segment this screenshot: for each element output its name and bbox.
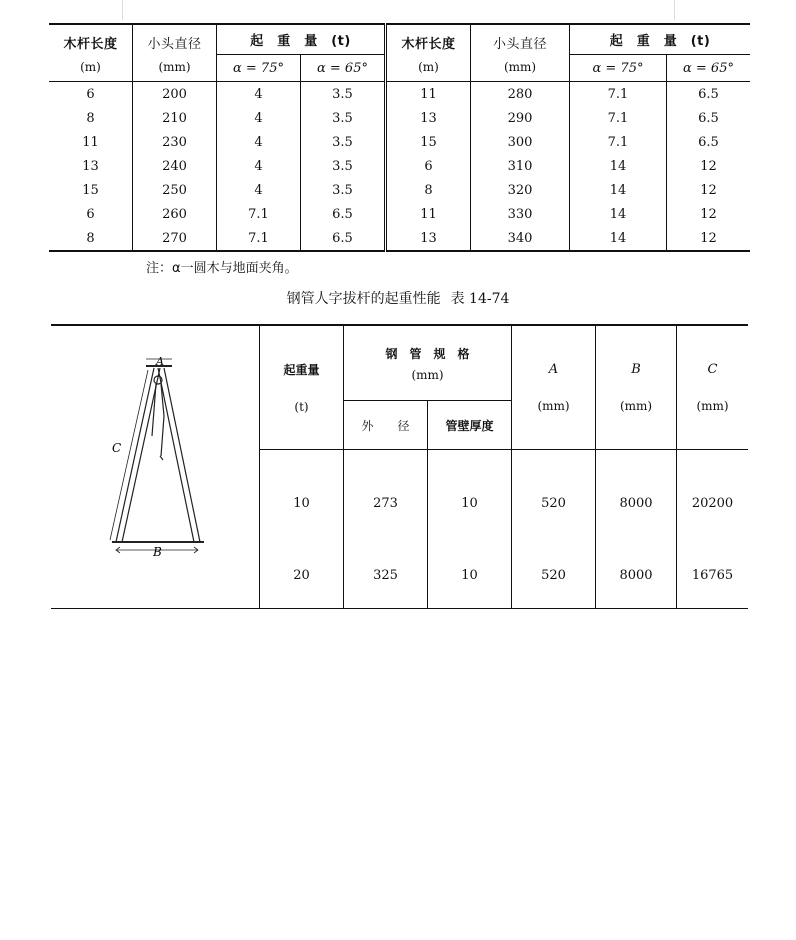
table-cell: 13	[386, 106, 471, 130]
table-cell: 6.5	[301, 226, 386, 251]
table-cell: 12	[667, 178, 751, 202]
table-cell: 12	[667, 154, 751, 178]
table-row: 10 273 10 520 8000 20200	[51, 450, 748, 543]
table-cell: 3.5	[301, 106, 386, 130]
figure-label-b: B	[153, 545, 162, 556]
table-cell: 4	[217, 106, 301, 130]
table-cell: 14	[570, 202, 667, 226]
table-cell: 230	[133, 130, 217, 154]
header-tip-diameter: 小头直径 (mm)	[133, 24, 217, 82]
table-cell: 15	[386, 130, 471, 154]
table-cell: 300	[471, 130, 570, 154]
header-alpha-75-right: α = 75°	[570, 55, 667, 82]
header-wall-thickness: 管壁厚度	[428, 401, 512, 450]
figure-label-a: A	[156, 356, 164, 368]
table-cell: 11	[386, 202, 471, 226]
table-cell: 330	[471, 202, 570, 226]
table-row: 20 325 10 520 8000 16765	[51, 542, 748, 609]
table-cell: 4	[217, 178, 301, 202]
table-row	[49, 106, 750, 130]
table-cell: 340	[471, 226, 570, 251]
table-cell: 14	[570, 154, 667, 178]
table-row	[49, 226, 750, 251]
header-pipe-spec: 钢 管 规 格 (mm)	[344, 325, 512, 401]
table-cell: 290	[471, 106, 570, 130]
figure-label-c: C	[112, 441, 122, 455]
table-row	[49, 82, 750, 107]
header-tip-diameter-right: 小头直径 (mm)	[471, 24, 570, 82]
table-cell: 4	[217, 154, 301, 178]
table-cell: 240	[133, 154, 217, 178]
table-cell: 15	[82, 182, 99, 198]
table-cell: 4	[217, 82, 301, 107]
table-cell: 7.1	[217, 226, 301, 251]
header-capacity: 起重量 (t)	[260, 325, 344, 450]
derrick-figure-cell	[51, 325, 260, 609]
table-cell: 250	[133, 178, 217, 202]
header-b: B (mm)	[596, 325, 677, 450]
header-capacity: 起 重 量 (t)	[217, 24, 386, 55]
page-edge-right	[674, 0, 675, 20]
table-cell: 3.5	[301, 178, 386, 202]
table-cell: 260	[133, 202, 217, 226]
table-cell: 14	[570, 226, 667, 251]
table-cell: 210	[133, 106, 217, 130]
table-cell: 13	[386, 226, 471, 251]
header-rod-length-right: 木杆长度 (m)	[386, 24, 471, 82]
table-cell: 12	[667, 202, 751, 226]
table-row	[49, 178, 750, 202]
table-cell: 280	[471, 82, 570, 107]
table-cell: 3.5	[301, 82, 386, 107]
a-frame-derrick-diagram	[106, 356, 216, 556]
header-alpha-65-right: α = 65°	[667, 55, 751, 82]
table-cell: 6	[386, 154, 471, 178]
table-cell: 6.5	[667, 106, 751, 130]
table-cell: 12	[667, 226, 751, 251]
header-outer-diameter: 外 径	[344, 401, 428, 450]
table-cell: 4	[217, 130, 301, 154]
table-cell: 8	[386, 178, 471, 202]
header-a: A (mm)	[512, 325, 596, 450]
header-c: C (mm)	[677, 325, 749, 450]
table-row	[49, 202, 750, 226]
table-cell: 200	[133, 82, 217, 107]
table-cell: 6.5	[667, 130, 751, 154]
table-title	[0, 288, 796, 308]
table-cell: 6.5	[667, 82, 751, 107]
table-cell: 13	[82, 158, 99, 174]
table-row	[49, 130, 750, 154]
table-row	[49, 154, 750, 178]
steel-pipe-derrick-table	[51, 324, 748, 609]
table-title-text: 钢管人字拔杆的起重性能	[286, 291, 441, 307]
table-cell: 3.5	[301, 154, 386, 178]
table-cell: 6.5	[301, 202, 386, 226]
page-edge-left	[122, 0, 123, 20]
table-cell: 11	[82, 134, 99, 150]
timber-rod-capacity-table	[49, 23, 750, 252]
table-cell: 14	[570, 178, 667, 202]
header-capacity-right: 起 重 量 (t)	[570, 24, 751, 55]
table-cell: 8	[86, 110, 95, 126]
table-cell: 6	[86, 206, 95, 222]
table-cell: 310	[471, 154, 570, 178]
table-cell: 7.1	[217, 202, 301, 226]
table-cell: 11	[386, 82, 471, 107]
header-alpha-75: α = 75°	[217, 55, 301, 82]
header-rod-length: 木杆长度 (m)	[49, 24, 133, 82]
table-cell: 7.1	[570, 82, 667, 107]
table-cell: 3.5	[301, 130, 386, 154]
table-cell: 7.1	[570, 130, 667, 154]
header-alpha-65: α = 65°	[301, 55, 386, 82]
table-cell: 320	[471, 178, 570, 202]
table-note: 注：α一圆木与地面夹角。	[146, 261, 298, 276]
table-number: 表 14-74	[450, 291, 510, 307]
table-cell: 270	[133, 226, 217, 251]
table-cell: 8	[49, 226, 133, 251]
table-cell: 7.1	[570, 106, 667, 130]
table-cell: 6	[86, 86, 95, 102]
